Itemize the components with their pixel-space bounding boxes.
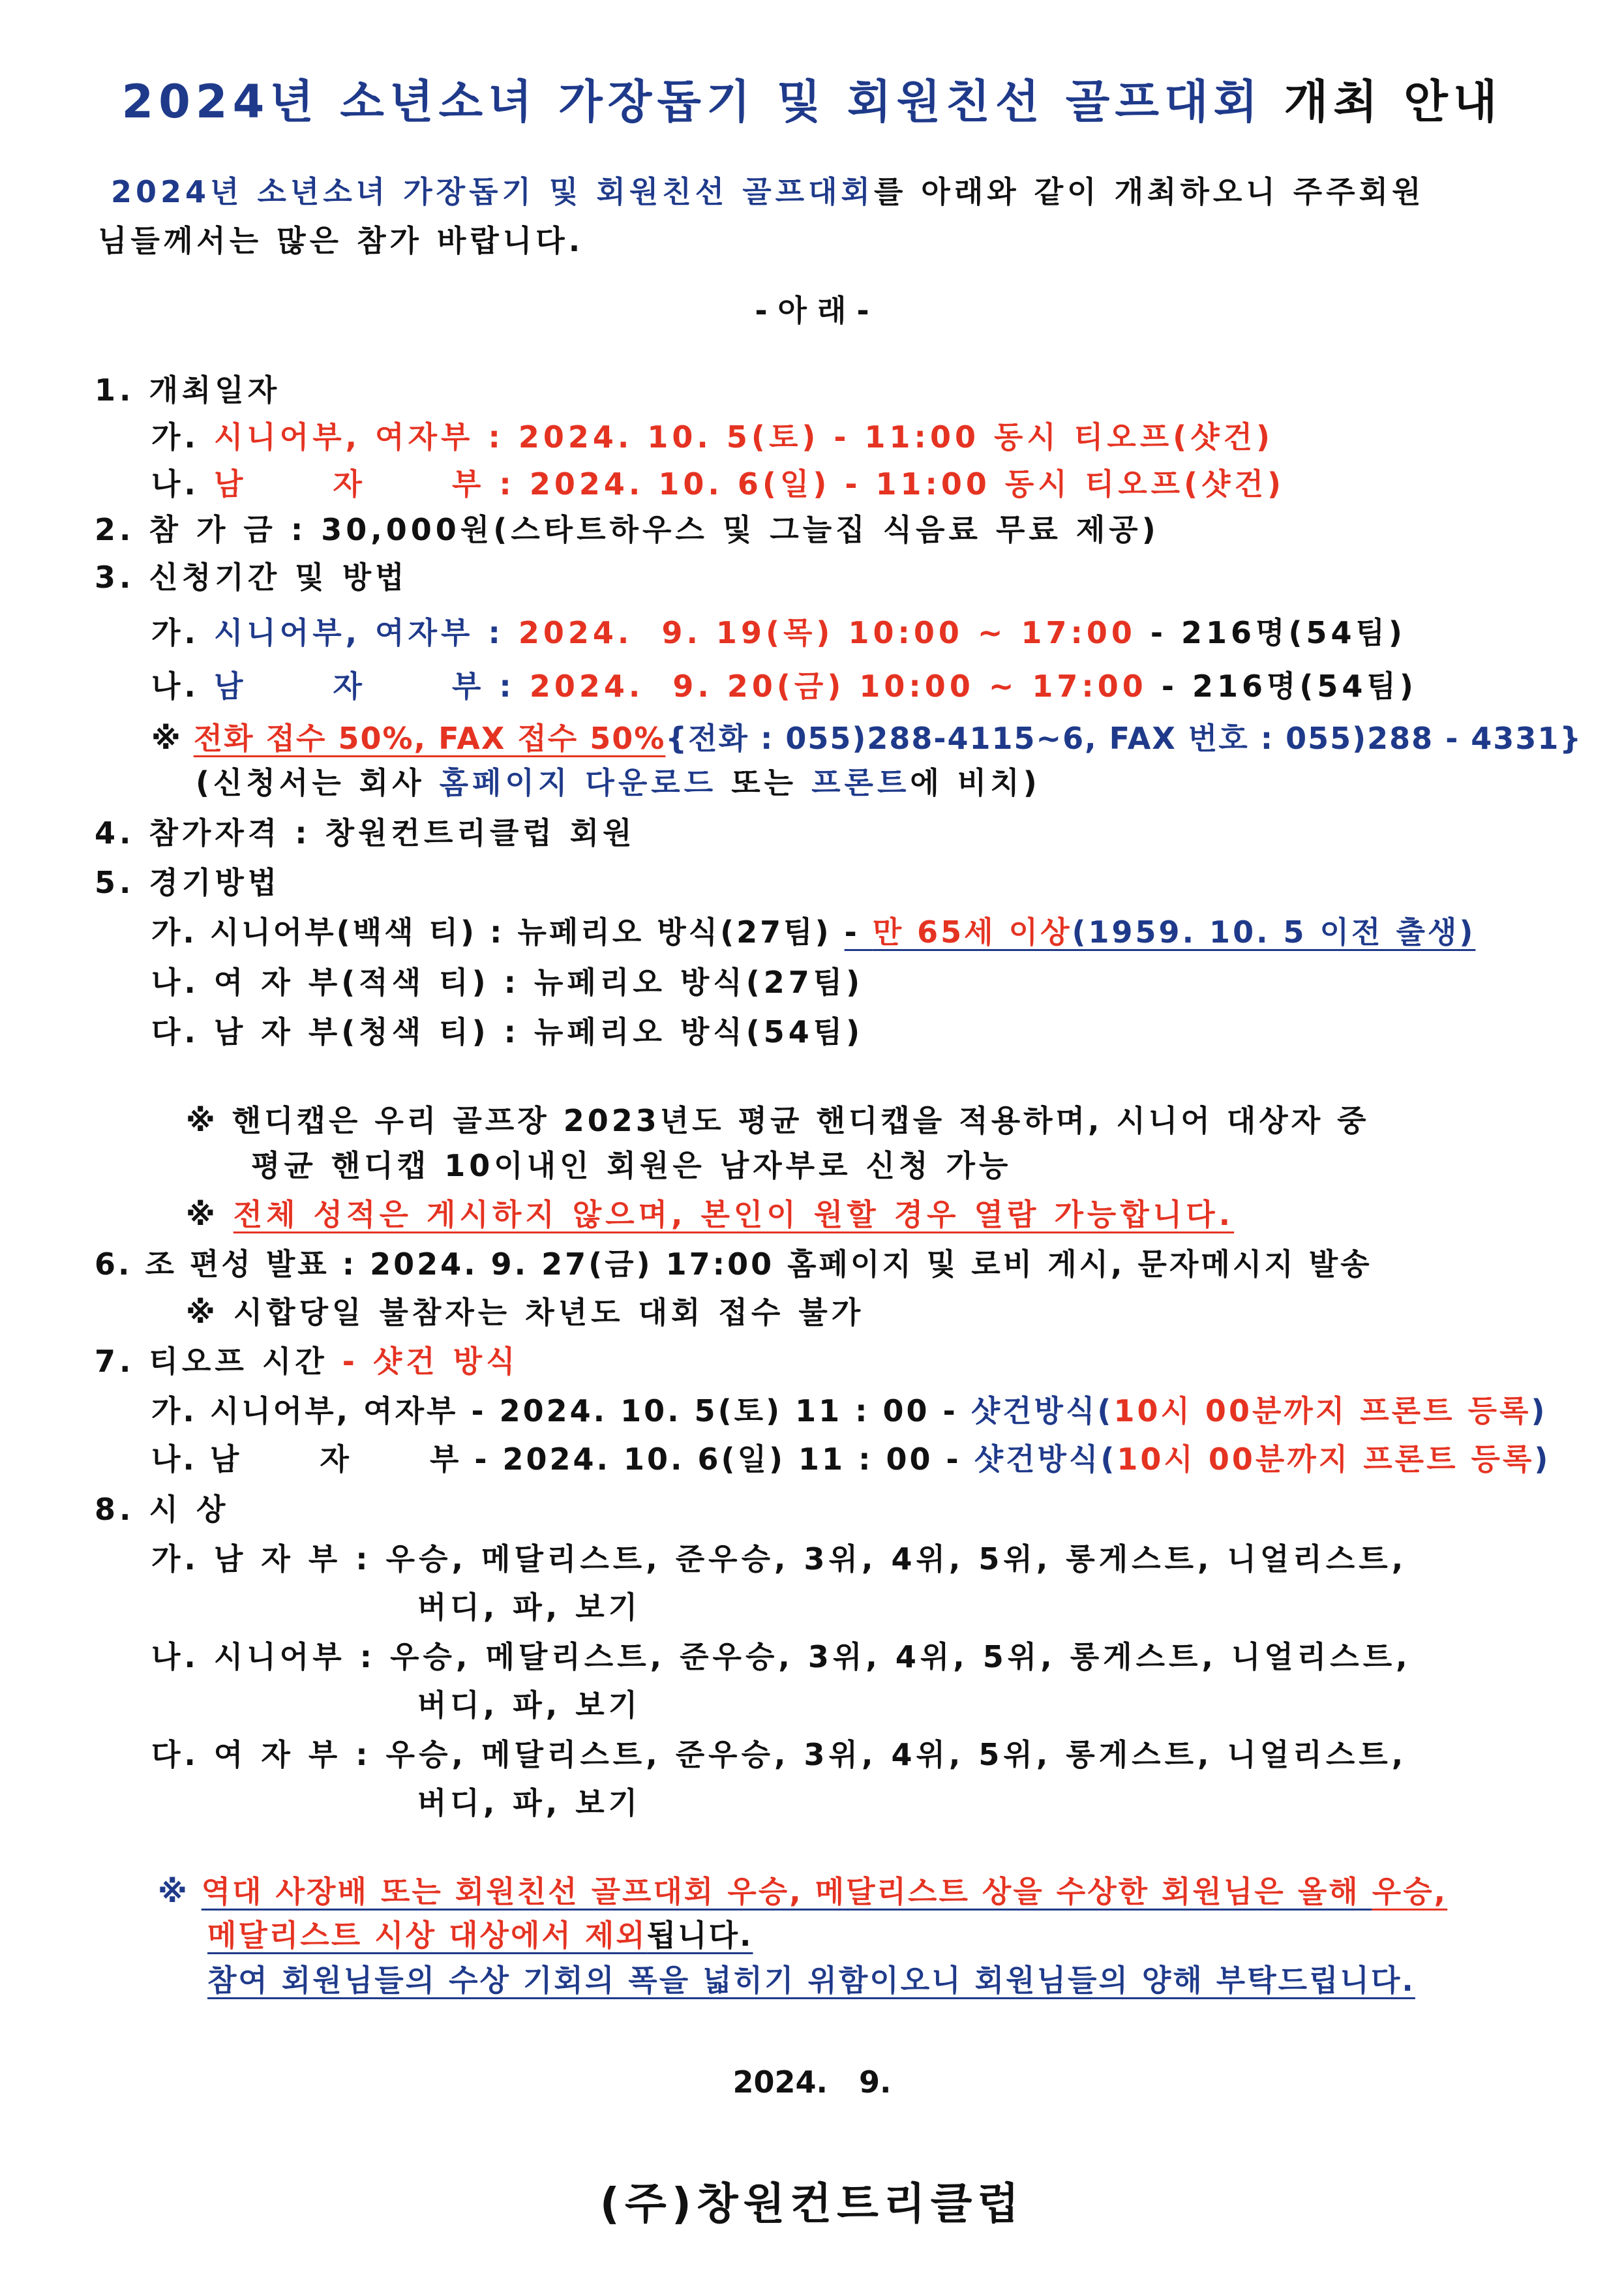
section-8-item-b-line1: 나. 시니어부 : 우승, 메달리스트, 준우승, 3위, 4위, 5위, 롱게스트, 니얼리스트, — [151, 1639, 1411, 1674]
document-title — [0, 65, 1624, 131]
section-8-item-b-line2: 버디, 파, 보기 — [417, 1687, 642, 1723]
section-3-item-b: 나. 남 자 부 : 2024. 9. 20(금) 10:00 ~ 17:00 - 216명(54팀) — [151, 669, 1417, 704]
section-7-heading: 7. 티오프 시간 - 샷건 방식 — [95, 1344, 519, 1379]
final-note-line-1: ※ 역대 사장배 또는 회원친선 골프대회 우승, 메달리스트 상을 수상한 회원님은 올해 우승, — [158, 1874, 1448, 1909]
section-8-item-a-line1: 가. 남 자 부 : 우승, 메달리스트, 준우승, 3위, 4위, 5위, 롱게스트, 니얼리스트, — [151, 1541, 1407, 1577]
section-7-item-a: 가. 시니어부, 여자부 - 2024. 10. 5(토) 11 : 00 - 샷건방식(10시 00분까지 프론트 등록) — [151, 1393, 1548, 1428]
section-2-heading: 2. 참 가 금 : 30,000원(스타트하우스 및 그늘집 식음료 무료 제공) — [95, 512, 1160, 547]
section-6-heading: 6. 조 편성 발표 : 2024. 9. 27(금) 17:00 홈페이지 및 로비 게시, 문자메시지 발송 — [95, 1246, 1372, 1282]
title-blue-part: 2024년 소년소녀 가장돕기 및 회원친선 골프대회 — [121, 75, 1263, 128]
organization-name: (주)창원컨트리클럽 — [599, 2179, 1025, 2229]
arae-heading: - 아 래 - — [755, 293, 869, 328]
intro-event-name: 2024년 소년소녀 가장돕기 및 회원친선 골프대회 — [111, 174, 874, 209]
section-7-item-b: 나. 남 자 부 - 2024. 10. 6(일) 11 : 00 - 샷건방식(10시 00분까지 프론트 등록) — [151, 1442, 1551, 1477]
section-8-item-a-line2: 버디, 파, 보기 — [417, 1590, 642, 1625]
section-8-heading: 8. 시 상 — [95, 1492, 230, 1527]
section-1-item-a: 가. 시니어부, 여자부 : 2024. 10. 5(토) - 11:00 동시 티오프(샷건) — [151, 419, 1274, 455]
section-5-note-1a: ※ 핸디캡은 우리 골프장 2023년도 평균 핸디캡을 적용하며, 시니어 대상자 중 — [186, 1103, 1370, 1138]
section-3-heading: 3. 신청기간 및 방법 — [95, 560, 408, 595]
section-8-item-c-line2: 버디, 파, 보기 — [417, 1785, 642, 1820]
section-3-item-a: 가. 시니어부, 여자부 : 2024. 9. 19(목) 10:00 ~ 17:00 - 216명(54팀) — [151, 615, 1406, 650]
intro-line-2: 님들께서는 많은 참가 바랍니다. — [98, 223, 584, 258]
section-3-note: ※ 전화 접수 50%, FAX 접수 50%{전화 : 055)288-4115~6, FAX 번호 : 055)288 - 4331} — [151, 721, 1583, 756]
intro-text: 를 아래와 같이 개최하오니 주주회원 — [873, 174, 1425, 209]
section-6-note: ※ 시합당일 불참자는 차년도 대회 접수 불가 — [186, 1295, 865, 1330]
section-5-note-1b: 평균 핸디캡 10이내인 회원은 남자부로 신청 가능 — [251, 1148, 1012, 1183]
section-8-item-c-line1: 다. 여 자 부 : 우승, 메달리스트, 준우승, 3위, 4위, 5위, 롱게스트, 니얼리스트, — [151, 1737, 1407, 1772]
final-note-line-3: 참여 회원님들의 수상 기회의 폭을 넓히기 위함이오니 회원님들의 양해 부탁드립니다. — [207, 1963, 1415, 1998]
final-note-line-2: 메달리스트 시상 대상에서 제외됩니다. — [207, 1918, 753, 1953]
section-1-heading: 1. 개최일자 — [95, 372, 281, 408]
section-5-item-c: 다. 남 자 부(청색 티) : 뉴페리오 방식(54팀) — [151, 1014, 864, 1050]
section-5-item-a: 가. 시니어부(백색 티) : 뉴페리오 방식(27팀) - 만 65세 이상(1959. 10. 5 이전 출생) — [151, 914, 1476, 950]
document-date: 2024. 9. — [732, 2064, 892, 2100]
section-4-heading: 4. 참가자격 : 창원컨트리클럽 회원 — [95, 815, 636, 851]
section-5-item-b: 나. 여 자 부(적색 티) : 뉴페리오 방식(27팀) — [151, 965, 864, 1000]
section-1-item-b: 나. 남 자 부 : 2024. 10. 6(일) - 11:00 동시 티오프(샷건) — [151, 466, 1286, 502]
intro-line-1 — [111, 171, 1425, 213]
title-black-part: 개최 안내 — [1263, 75, 1503, 128]
section-5-note-2: ※ 전체 성적은 게시하지 않으며, 본인이 원할 경우 열람 가능합니다. — [186, 1197, 1235, 1232]
section-3-subnote: (신청서는 회사 홈페이지 다운로드 또는 프론트에 비치) — [196, 765, 1041, 800]
section-5-heading: 5. 경기방법 — [95, 865, 281, 900]
